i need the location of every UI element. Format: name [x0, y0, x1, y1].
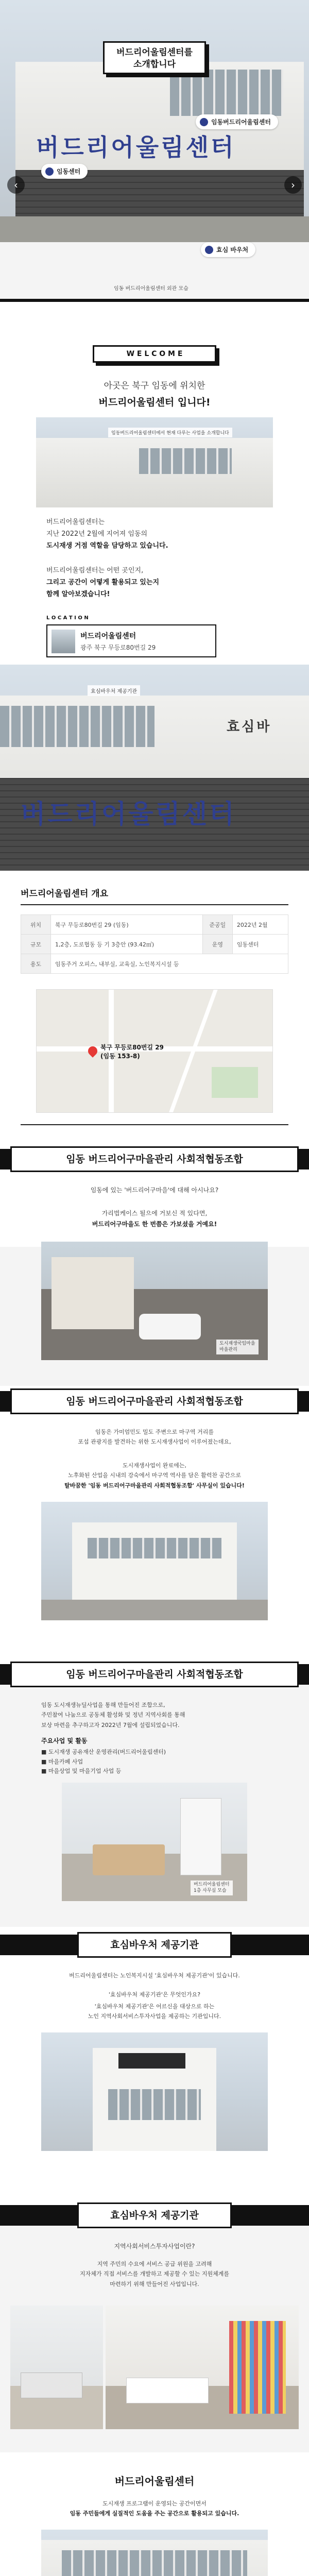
hero-caption: 임동 버드리어울림센터 외관 모습 — [114, 286, 188, 292]
hero-title-line1: 버드리어울림센터를 — [116, 47, 193, 58]
row1-key2: 준공일 — [202, 915, 232, 935]
section5-question: 지역사회서비스투자사업이란? — [114, 2243, 195, 2250]
center-photo — [0, 665, 309, 871]
welcome-heading: 아곳은 북구 임동에 위치한 버드리어울림센터 입니다! — [98, 381, 211, 408]
location-name: 버드리어울림센터 — [80, 632, 136, 640]
welcome-para1: 버드리어울림센터는 지난 2022년 2월에 지어져 임동의 도시재생 거점 역할을 담당하고 있습니다. — [46, 518, 168, 550]
section3-list — [41, 1748, 166, 1776]
section2-para2: 도시재생사업이 완료에는, 노후화된 산업을 시내의 강숙에서 마구역 역사를 담은 활력찬 공간으로 탈바꿈한 '임동 버드리어구마을관리 사회적협동조합' 사무실이 있습니다! — [64, 1462, 245, 1489]
overview-map[interactable] — [36, 989, 273, 1113]
row1-val2: 2022년 2월 — [232, 915, 288, 935]
section3-title: 임동 버드리어구마을관리 사회적협동조합 — [10, 1662, 299, 1687]
section4-title: 효심바우처 제공기관 — [77, 1932, 232, 1958]
section5-title: 효심바우처 제공기관 — [77, 2202, 232, 2228]
section3-photo — [62, 1783, 247, 1901]
hero-bubble-right[interactable]: 효심 바우처 — [201, 242, 255, 257]
section5-answer: 지역 주민의 수요에 서비스 공급 위원을 고려해 지자체가 직접 서비스를 개발하고 제공할 수 있는 지원체계를 마련하기 위해 만들어진 사업입니다. — [79, 2261, 230, 2287]
section4-answer: '효심바우처 제공기관'은 어르신을 대상으로 하는 노인 지역사회서비스투자사업을 제공하는 기관입니다. — [88, 2003, 221, 2020]
hero-bubble-top[interactable]: 임동버드리어울림센터 — [196, 114, 278, 129]
hero-title-box — [103, 41, 206, 74]
row3-key1: 용도 — [21, 954, 51, 974]
hero-title-line2: 소개합니다 — [133, 59, 176, 70]
section3-photo-caption: 버드리어울림센터 1층 사무실 모습 — [191, 1880, 233, 1895]
section1-photo-caption: 도시재생국임마을 마을관리 — [216, 1340, 259, 1354]
hero-prev-arrow-icon[interactable]: ‹ — [7, 176, 25, 194]
overview-title: 버드리어울림센터 개요 — [21, 889, 109, 899]
section1-question: 임동에 있는 '버드리어구마을'에 대해 아시나요? — [90, 1187, 219, 1194]
section5-photo-left — [10, 2306, 103, 2429]
list-item: ■ 마을상업 및 마을기업 사업 등 — [41, 1768, 122, 1775]
section2-para1: 임동은 가미엄민도 밀도 주변으로 마구역 거리를 포섭 관광지를 발견하는 위한 도시재생사업이 이루어졌는데요, — [78, 1429, 231, 1446]
center-sign: 버드리어울림센터 — [21, 799, 236, 829]
closing-title: 버드리어울림센터 — [114, 2475, 195, 2487]
location-label: L O C A T I O N — [46, 615, 89, 621]
location-card[interactable] — [46, 624, 216, 657]
section3-intro: 임동 도시재생뉴딜사업을 통해 만들어진 조합으로, 주민참여 나눔으로 공동체 활성화 및 정년 지역사회를 통해 보상 마련을 추구하고자 2022년 7월에 설립되었습니다. — [41, 1702, 185, 1728]
center-photo-caption: 효심바우처 제공기관 — [88, 685, 140, 696]
map-label: 북구 무등로80번길 29 (임동 153-8) — [100, 1044, 164, 1060]
welcome-label: W E L C O M E — [93, 345, 216, 363]
pin-icon — [200, 118, 208, 126]
hero-bubble-left[interactable]: 임동센터 — [41, 164, 88, 179]
row2-key2: 운영 — [202, 935, 232, 954]
section5-photo-right — [106, 2306, 299, 2429]
row2-val2: 임동센터 — [232, 935, 288, 954]
row1-key1: 위치 — [21, 915, 51, 935]
hero-next-arrow-icon[interactable]: › — [284, 176, 302, 194]
section1-title: 임동 버드리어구마을관리 사회적협동조합 — [10, 1146, 299, 1172]
section1-answer: 가리법케이스 될으에 거보신 적 있다면, 버드리어구마을도 한 번쯤은 가보셨을 거예요! — [92, 1210, 217, 1228]
overview-table — [21, 914, 288, 974]
welcome-photo — [36, 417, 273, 507]
closing-text: 도시재생 프로그램이 운영되는 공간이면서 임동 주민들에게 실질적인 도움을 주는 공간으로 활용되고 있습니다. — [70, 2500, 239, 2517]
section4-photo — [41, 2032, 268, 2151]
section1-photo — [41, 1242, 268, 1360]
row3-val1: 임동주거 오피스, 내부실, 교육실, 노인복지시설 등 — [51, 954, 288, 974]
location-thumb — [52, 630, 75, 653]
list-item: ■ 도시재생 공유재산 운영관리(버드리어울림센터) — [41, 1749, 166, 1755]
pin-icon — [205, 246, 213, 254]
closing-photo — [41, 2530, 268, 2576]
section3-sub: 주요사업 및 활동 — [41, 1737, 88, 1744]
location-address: 광주 북구 무등로80번길 29 — [80, 644, 156, 651]
row2-val1: 1,2층, 도로협동 등 기 3층안 (93.42㎡) — [51, 935, 203, 954]
section2-photo — [41, 1502, 268, 1620]
hero-building-sign: 버드리어울림센터 — [36, 133, 236, 161]
welcome-photo-caption: 임동버드리어울림센터에서 현재 다루는 사업을 소개합니다 — [108, 428, 232, 437]
list-item: ■ 마을카페 사업 — [41, 1758, 83, 1765]
section4-question: '효심바우처 제공기관'은 무엇인가요? — [108, 1991, 201, 1998]
row1-val1: 북구 무등로80번길 29 (임동) — [51, 915, 203, 935]
row2-key1: 규모 — [21, 935, 51, 954]
pin-icon — [45, 167, 54, 176]
center-sign-small: 효심바 — [227, 719, 272, 735]
welcome-para2: 버드리어울림센터는 어떤 곳인지, 그리고 공간이 어떻게 활용되고 있는지 함께 알아보겠습니다! — [46, 567, 160, 598]
section2-title: 임동 버드리어구마을관리 사회적협동조합 — [10, 1388, 299, 1414]
section4-line1: 버드리어울림센터는 노인복지시설 '효심바우처 제공기관'이 있습니다. — [69, 1972, 240, 1979]
